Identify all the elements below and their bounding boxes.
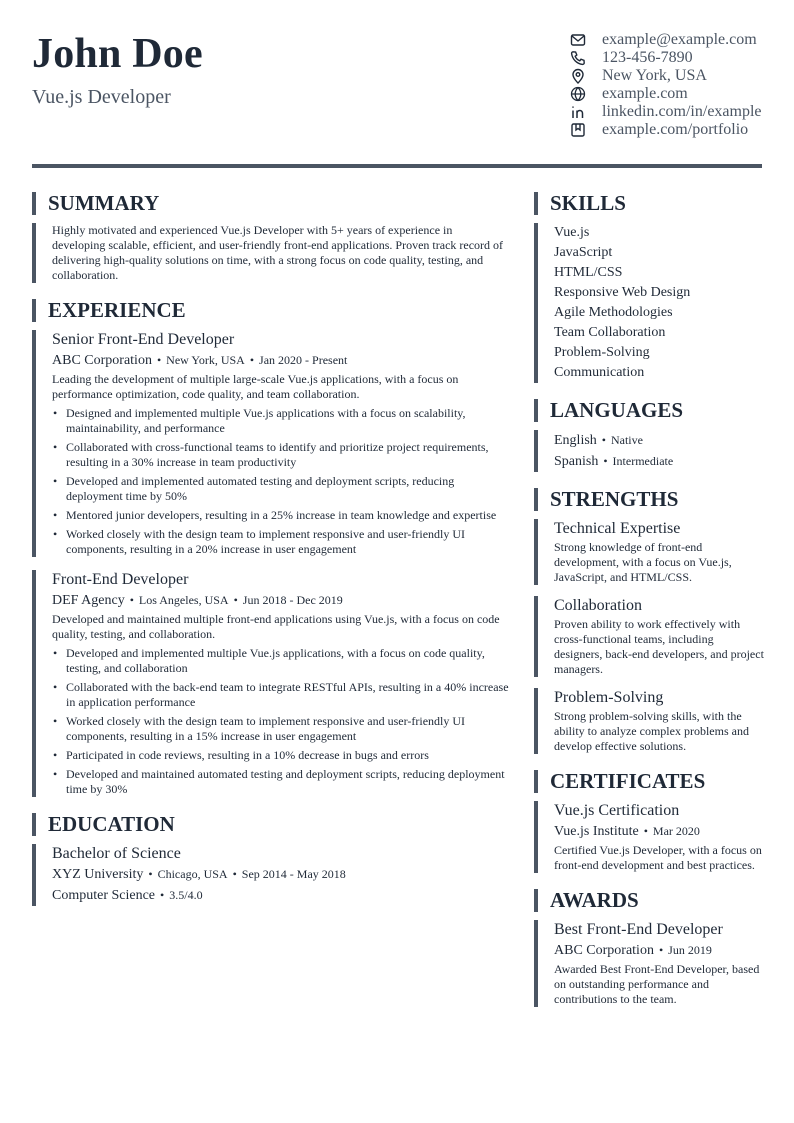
main-column [32,192,510,906]
contact-linkedin[interactable] [569,103,769,121]
separator-dot: • [148,867,153,881]
job-dates: Jan 2020 - Present [259,353,348,367]
language-item [554,451,764,472]
job-company: DEF Agency [52,593,125,608]
list-item: • Developed and implemented multiple Vue.js applications, with a focus on code quality, testing, and collaboration [52,646,510,676]
job-entry [32,330,510,557]
list-item: • Designed and implemented multiple Vue.js applications with a focus on scalability, maintainability, and performance [52,406,510,436]
gpa: 3.5/4.0 [169,888,203,902]
certificate-entry [534,801,764,873]
language-item [554,430,764,451]
strength-entry [534,519,764,585]
location-pin-icon [569,67,587,85]
skill-item: JavaScript [554,245,613,260]
strengths-heading: STRENGTHS [534,488,764,511]
resume-header [32,0,762,168]
skill-item: Responsive Web Design [554,285,691,300]
summary-text: Highly motivated and experienced Vue.js Developer with 5+ years of experience in developing scalable, efficient, and user-friendly front-end applications. Proven track record of delivering high-quality solutions on time, with a strong focus on code quality, testing, and collaboration. [52,223,504,282]
language-name: English [554,433,597,448]
certificate-text: Certified Vue.js Developer, with a focus on front-end development and best practices. [554,843,762,872]
list-item: • Worked closely with the design team to implement responsive and user-friendly UI components, resulting in a 20% increase in user engagement [52,527,510,557]
separator-dot: • [643,824,648,838]
separator-dot: • [232,867,237,881]
header-divider [32,164,762,168]
award-text: Awarded Best Front-End Developer, based on outstanding performance and contributions to the team. [554,962,760,1006]
job-location: New York, USA [166,353,245,367]
awards-heading: AWARDS [534,889,764,912]
strength-text: Proven ability to work effectively with cross-functional teams, including designers, back-end developers, and project managers. [554,617,764,676]
award-issuer: ABC Corporation [554,943,654,958]
language-level: Native [610,433,643,447]
skill-item: HTML/CSS [554,265,623,280]
contact-portfolio[interactable] [569,121,769,139]
summary-section [32,223,510,283]
job-position: Front-End Developer [52,571,189,588]
list-item: • Collaborated with cross-functional teams to identify and prioritize project requirements, resulting in a 30% increase in team productivity [52,440,510,470]
languages-list [534,430,764,472]
strength-entry [534,596,764,677]
list-item: • Worked closely with the design team to implement responsive and user-friendly UI components, resulting in a 15% increase in user engagement [52,714,510,744]
field-of-study: Computer Science [52,888,156,903]
strength-title: Problem-Solving [554,689,664,706]
contact-email[interactable] [569,31,769,49]
experience-heading: EXPERIENCE [32,299,510,322]
education-field-row [52,885,510,906]
skill-item: Agile Methodologies [554,305,673,320]
separator-dot: • [129,593,134,607]
education-entry [32,844,510,906]
certificate-title: Vue.js Certification [554,802,680,819]
language-level: Intermediate [612,454,674,468]
award-title: Best Front-End Developer [554,921,723,938]
contact-website[interactable] [569,85,769,103]
award-entry [534,920,764,1007]
education-meta [52,864,510,885]
job-position: Senior Front-End Developer [52,331,235,348]
contact-phone[interactable] [569,49,769,67]
globe-icon [569,85,587,103]
education-dates: Sep 2014 - May 2018 [241,867,346,881]
portfolio-icon [569,121,587,139]
strength-text: Strong knowledge of front-end development, with a focus on Vue.js, JavaScript, and HTML/CSS. [554,540,732,584]
separator-dot: • [249,353,255,367]
list-item: • Developed and maintained automated testing and deployment scripts, reducing deployment time by 30% [52,767,510,797]
school-location: Chicago, USA [157,867,228,881]
separator-dot: • [658,943,664,957]
school: XYZ University [52,867,144,882]
certificate-issuer: Vue.js Institute [554,824,639,839]
contact-linkedin-text: linkedin.com/in/example [602,103,762,120]
skills-heading: SKILLS [534,192,764,215]
separator-dot: • [233,593,238,607]
mail-icon [569,31,587,49]
skill-item: Problem-Solving [554,345,650,360]
contact-portfolio-text: example.com/portfolio [602,121,749,138]
separator-dot: • [156,353,162,367]
language-name: Spanish [554,454,599,469]
skill-item: Communication [554,365,645,380]
separator-dot: • [601,433,606,447]
list-item: • Developed and implemented automated testing and deployment scripts, reducing deployment time by 50% [52,474,510,504]
languages-heading: LANGUAGES [534,399,764,422]
job-entry [32,570,510,797]
list-item: • Collaborated with the back-end team to integrate RESTful APIs, resulting in a 40% increase in application performance [52,680,510,710]
strength-title: Technical Expertise [554,520,681,537]
job-achievements [52,406,510,557]
degree: Bachelor of Science [52,845,181,862]
award-meta [554,940,764,961]
job-location: Los Angeles, USA [138,593,229,607]
separator-dot: • [160,888,165,902]
job-meta [52,590,510,611]
sidebar-column [534,192,764,1007]
job-description: Leading the development of multiple large-scale Vue.js applications, with a focus on performance optimization, code quality, and team collaboration. [52,372,459,401]
linkedin-icon [569,103,587,121]
contact-email-text: example@example.com [602,31,757,48]
contact-website-text: example.com [602,85,688,102]
candidate-name: John Doe [32,31,203,77]
list-item: • Participated in code reviews, resulting in a 10% decrease in bugs and errors [52,748,510,763]
strength-entry [534,688,764,754]
certificates-heading: CERTIFICATES [534,770,764,793]
summary-heading: SUMMARY [32,192,510,215]
contact-list [569,31,769,139]
certificate-date: Mar 2020 [652,824,700,838]
skill-item: Vue.js [554,225,590,240]
job-description: Developed and maintained multiple front-end applications using Vue.js, with a focus on code quality, testing, and collaboration. [52,612,500,641]
award-date: Jun 2019 [668,943,712,957]
contact-phone-text: 123-456-7890 [602,49,693,66]
strength-text: Strong problem-solving skills, with the ability to analyze complex problems and develop effective solutions. [554,709,749,753]
skills-list [534,223,764,383]
job-title: Vue.js Developer [32,86,171,108]
contact-location [569,67,769,85]
job-company: ABC Corporation [52,353,152,368]
certificate-meta [554,821,764,842]
job-meta [52,350,510,371]
phone-icon [569,49,587,67]
skill-item: Team Collaboration [554,325,666,340]
job-achievements [52,646,510,797]
list-item: • Mentored junior developers, resulting in a 25% increase in team knowledge and expertise [52,508,510,523]
education-heading: EDUCATION [32,813,510,836]
separator-dot: • [603,454,608,468]
contact-location-text: New York, USA [602,67,707,84]
strength-title: Collaboration [554,597,642,614]
job-dates: Jun 2018 - Dec 2019 [242,593,343,607]
